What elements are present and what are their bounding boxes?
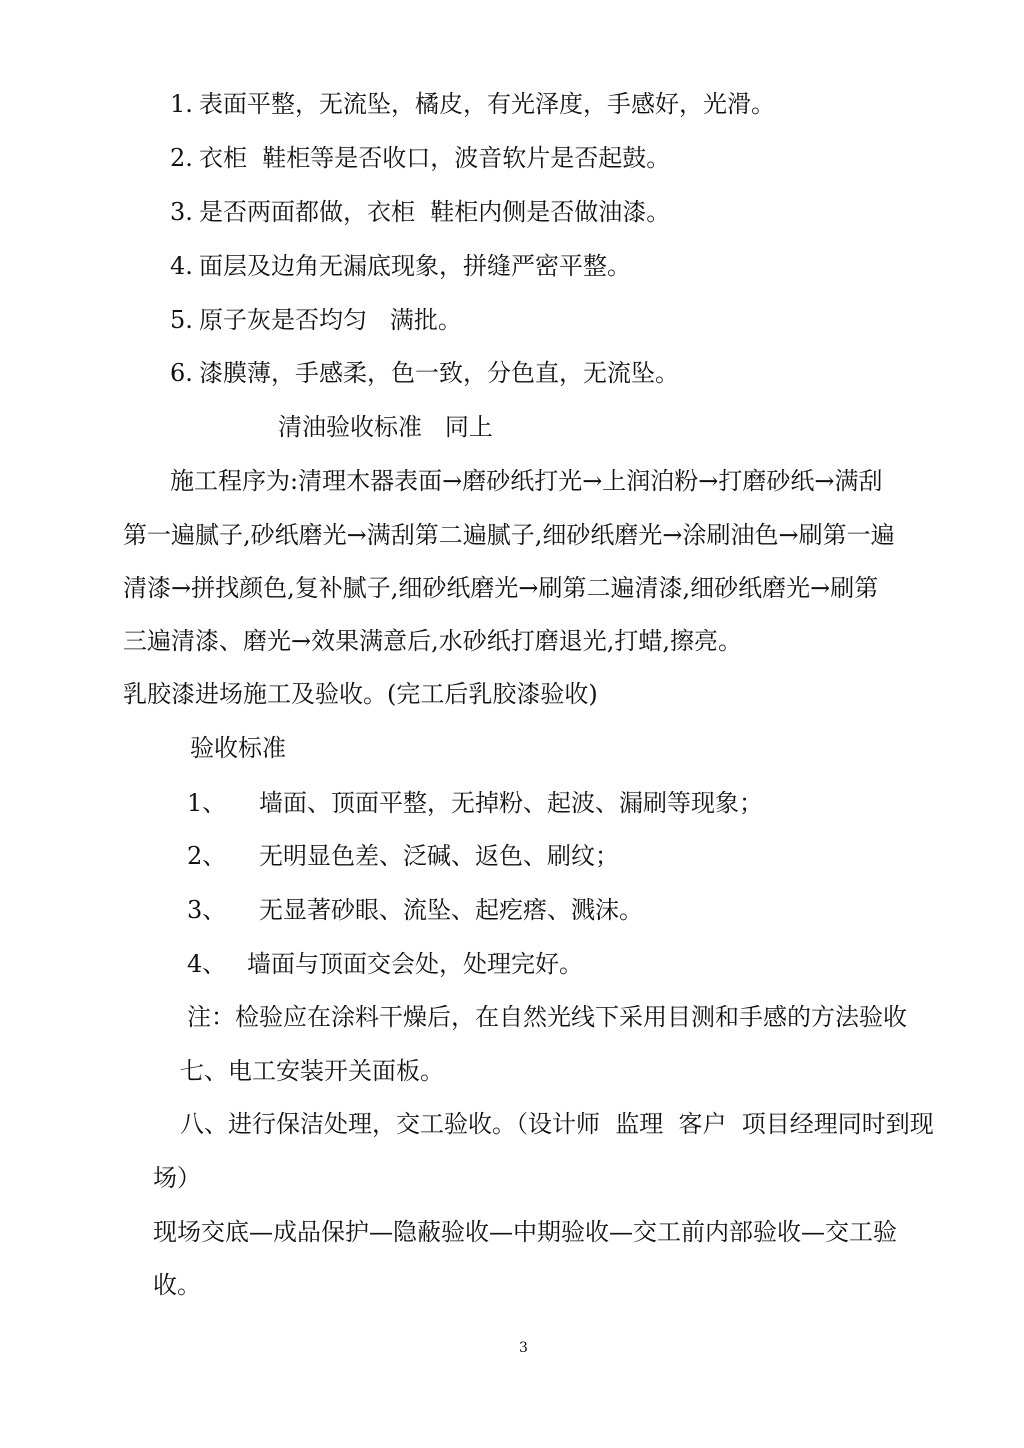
paint-check-number: 6. (170, 359, 193, 387)
workflow-line: 收。 (153, 1271, 201, 1299)
inspection-note: 注：检验应在涂料干燥后，在自然光线下采用目测和手感的方法验收 (187, 1003, 907, 1031)
procedure-line: 三遍清漆、磨光→效果满意后,水砂纸打磨退光,打蜡,擦亮。 (123, 627, 742, 655)
latex-check-number: 2、 (187, 842, 227, 870)
step-seven: 七、电工安装开关面板。 (180, 1057, 444, 1085)
paint-check-number: 3. (170, 198, 193, 226)
latex-paint-heading: 乳胶漆进场施工及验收。(完工后乳胶漆验收) (123, 680, 598, 708)
latex-standard-title: 验收标准 (190, 734, 286, 762)
procedure-line: 施工程序为:清理木器表面→磨砂纸打光→上润泊粉→打磨砂纸→满刮 (170, 467, 883, 495)
procedure-line: 第一遍腻子,砂纸磨光→满刮第二遍腻子,细砂纸磨光→涂刷油色→刷第一遍 (123, 521, 895, 549)
latex-check-number: 3、 (187, 896, 227, 924)
latex-check-text: 无明显色差、泛碱、返色、刷纹； (259, 842, 619, 870)
paint-check-number: 1. (170, 90, 193, 118)
paint-check-text: 是否两面都做，衣柜 鞋柜内侧是否做油漆。 (199, 198, 671, 226)
paint-check-number: 4. (170, 252, 193, 280)
paint-check-text: 漆膜薄，手感柔，色一致，分色直，无流坠。 (199, 359, 679, 387)
workflow-line: 现场交底—成品保护—隐蔽验收—中期验收—交工前内部验收—交工验 (153, 1218, 897, 1246)
paint-check-text: 衣柜 鞋柜等是否收口，波音软片是否起鼓。 (199, 144, 671, 172)
paint-check-number: 5. (170, 306, 193, 334)
latex-check-number: 1、 (187, 789, 227, 817)
step-eight-line: 八、进行保洁处理，交工验收。（设计师 监理 客户 项目经理同时到现 (180, 1110, 934, 1138)
paint-check-text: 面层及边角无漏底现象，拼缝严密平整。 (199, 252, 631, 280)
page-number: 3 (519, 1340, 528, 1356)
latex-check-text: 墙面与顶面交会处，处理完好。 (247, 950, 583, 978)
latex-check-text: 无显著砂眼、流坠、起疙瘩、溅沫。 (259, 896, 643, 924)
latex-check-number: 4、 (187, 950, 227, 978)
paint-check-text: 原子灰是否均匀 满批。 (199, 306, 462, 334)
procedure-line: 清漆→拼找颜色,复补腻子,细砂纸磨光→刷第二遍清漆,细砂纸磨光→刷第 (123, 574, 879, 602)
paint-check-text: 表面平整，无流坠，橘皮，有光泽度，手感好，光滑。 (199, 90, 775, 118)
clear-oil-standard: 清油验收标准 同上 (278, 413, 493, 441)
latex-check-text: 墙面、顶面平整，无掉粉、起波、漏刷等现象； (259, 789, 763, 817)
paint-check-number: 2. (170, 144, 193, 172)
step-eight-line: 场） (153, 1164, 201, 1192)
